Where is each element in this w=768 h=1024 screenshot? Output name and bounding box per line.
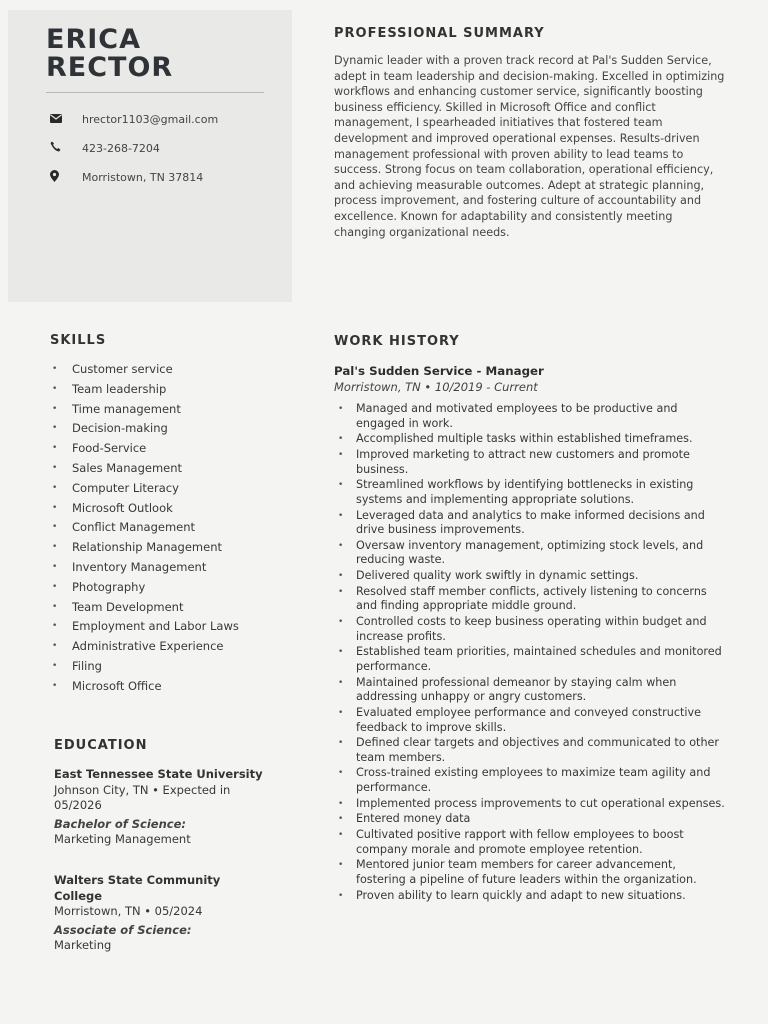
contact-location — [50, 168, 280, 186]
duty-item: • Streamlined workflows by identifying bottlenecks in existing systems and implementing appropriate solutions. — [336, 478, 726, 507]
skill-item: • Conflict Management — [50, 520, 290, 536]
degree-field: Marketing Management — [54, 832, 191, 846]
location-text: Morristown, TN 37814 — [82, 170, 204, 184]
email-text: hrector1103@gmail.com — [82, 112, 219, 126]
school-location-date: Morristown, TN • 05/2024 — [54, 904, 203, 918]
name-divider — [46, 92, 264, 93]
skill-item: • Computer Literacy — [50, 481, 290, 497]
duty-item: • Evaluated employee performance and conveyed constructive feedback to improve skills. — [336, 706, 726, 735]
duty-item: • Established team priorities, maintained schedules and monitored performance. — [336, 645, 726, 674]
degree-field: Marketing — [54, 938, 112, 952]
education-entry-2 — [54, 873, 264, 954]
contact-phone — [50, 139, 280, 157]
school-name: Walters State Community College — [54, 873, 221, 903]
duty-item: • Delivered quality work swiftly in dynamic settings. — [336, 569, 726, 584]
duty-item: • Improved marketing to attract new customers and promote business. — [336, 448, 726, 477]
skill-item: • Photography — [50, 580, 290, 596]
skill-item: • Customer service — [50, 362, 290, 378]
skill-item: • Food-Service — [50, 441, 290, 457]
education-heading: EDUCATION — [54, 738, 148, 753]
envelope-icon — [50, 113, 68, 126]
duty-item: • Mentored junior team members for career advancement, fostering a pipeline of future leaders within the organization. — [336, 858, 726, 887]
job-title: Pal's Sudden Service - Manager — [334, 364, 544, 378]
school-name: East Tennessee State University — [54, 767, 263, 781]
degree-name: Bachelor of Science: — [54, 816, 186, 831]
skills-heading: SKILLS — [50, 333, 107, 348]
skill-item: • Team Development — [50, 600, 290, 616]
skill-item: • Relationship Management — [50, 540, 290, 556]
duty-item: • Leveraged data and analytics to make informed decisions and drive business improvements. — [336, 509, 726, 538]
skills-list — [50, 362, 290, 699]
job-duties-list — [336, 402, 726, 904]
skill-item: • Microsoft Outlook — [50, 501, 290, 517]
summary-heading: PROFESSIONAL SUMMARY — [334, 26, 545, 41]
skill-item: • Employment and Labor Laws — [50, 619, 290, 635]
skill-item: • Team leadership — [50, 382, 290, 398]
first-name: ERICA — [46, 24, 141, 55]
duty-item: • Defined clear targets and objectives and communicated to other team members. — [336, 736, 726, 765]
degree-name: Associate of Science: — [54, 922, 192, 937]
work-history-heading: WORK HISTORY — [334, 334, 460, 349]
map-pin-icon — [50, 170, 68, 185]
skill-item: • Filing — [50, 659, 290, 675]
duty-item: • Maintained professional demeanor by staying calm when addressing unhappy or angry customers. — [336, 676, 726, 705]
skill-item: • Sales Management — [50, 461, 290, 477]
duty-item: • Implemented process improvements to cut operational expenses. — [336, 797, 726, 812]
duty-item: • Entered money data — [336, 812, 726, 827]
duty-item: • Cross-trained existing employees to maximize team agility and performance. — [336, 766, 726, 795]
phone-icon — [50, 141, 68, 155]
skill-item: • Inventory Management — [50, 560, 290, 576]
duty-item: • Resolved staff member conflicts, actively listening to concerns and finding appropriate middle ground. — [336, 585, 726, 614]
skill-item: • Microsoft Office — [50, 679, 290, 695]
education-entry-1 — [54, 767, 264, 848]
skill-item: • Time management — [50, 402, 290, 418]
duty-item: • Cultivated positive rapport with fellow employees to boost company morale and promote employee retention. — [336, 828, 726, 857]
school-location-date: Johnson City, TN • Expected in 05/2026 — [54, 782, 231, 812]
phone-text: 423-268-7204 — [82, 141, 160, 155]
summary-text: Dynamic leader with a proven track record at Pal's Sudden Service, adept in team leadership and decision-making. Excelled in optimizing workflows and enhancing customer service, significantly boosting business efficiency. Skilled in Microsoft Office and conflict management, I spearheaded initiatives that fostered team development and improved operational expenses. Results-driven management professional with proven ability to lead teams to success. Strong focus on team collaboration, operational efficiency, and achieving measurable outcomes. Adept at strategic planning, process improvement, and fostering culture of accountability and excellence. Known for adaptability and consistently meeting changing organizational needs. — [334, 54, 725, 239]
candidate-name — [46, 26, 276, 82]
skill-item: • Decision-making — [50, 421, 290, 437]
skill-item: • Administrative Experience — [50, 639, 290, 655]
job-location-dates: Morristown, TN • 10/2019 - Current — [334, 380, 538, 394]
duty-item: • Managed and motivated employees to be productive and engaged in work. — [336, 402, 726, 431]
contact-email — [50, 110, 280, 128]
last-name: RECTOR — [46, 52, 174, 83]
duty-item: • Oversaw inventory management, optimizing stock levels, and reducing waste. — [336, 539, 726, 568]
duty-item: • Accomplished multiple tasks within established timeframes. — [336, 432, 726, 447]
duty-item: • Proven ability to learn quickly and adapt to new situations. — [336, 889, 726, 904]
duty-item: • Controlled costs to keep business operating within budget and increase profits. — [336, 615, 726, 644]
